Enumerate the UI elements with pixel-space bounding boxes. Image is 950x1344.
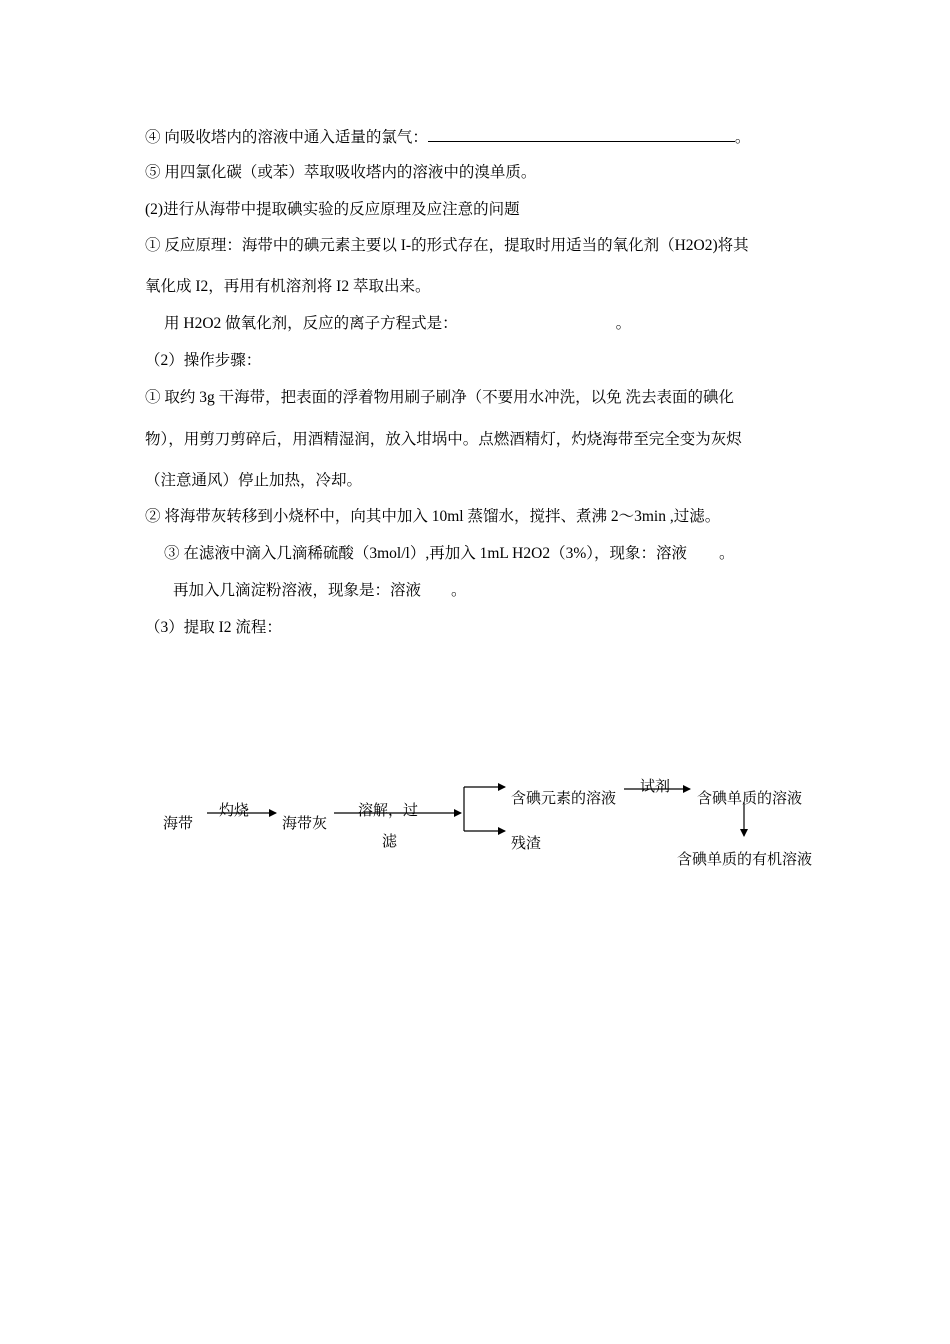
line-step-a: ① 取约 3g 干海带，把表面的浮着物用刷子刷净（不要用水冲洗，以免 洗去表面的碘化 xyxy=(145,389,735,406)
line-step-c-text: ③ 在滤液中滴入几滴稀硫酸（3mol/l）,再加入 1mL H2O2（3%），现象：溶液 xyxy=(164,545,687,562)
line-ionic-equation-end: 。 xyxy=(615,315,632,332)
section-heading-flow: （3）提取 I2 流程： xyxy=(145,619,282,636)
node-residue: 残渣 xyxy=(511,836,542,852)
label-dissolve-filter-cont: 滤 xyxy=(382,834,398,850)
node-iodine-solution: 含碘单质的溶液 xyxy=(697,791,803,807)
line-step-b: ② 将海带灰转移到小烧杯中，向其中加入 10ml 蒸馏水，搅拌、煮沸 2～3min ,过滤。 xyxy=(145,508,721,525)
section-heading-iodine: (2)进行从海带中提取碘实验的反应原理及应注意的问题 xyxy=(145,201,520,218)
line-ionic-equation-text: 用 H2O2 做氧化剂，反应的离子方程式是： xyxy=(164,315,458,332)
line-step-a-cont1: 物），用剪刀剪碎后，用酒精湿润，放入坩埚中。点燃酒精灯，灼烧海带至完全变为灰烬 xyxy=(145,431,742,448)
node-organic-solution: 含碘单质的有机溶液 xyxy=(677,852,813,868)
node-seaweed: 海带 xyxy=(163,816,194,832)
section-heading-steps: （2）操作步骤： xyxy=(145,352,262,369)
line-step5: ⑤ 用四氯化碳（或苯）萃取吸收塔内的溶液中的溴单质。 xyxy=(145,164,537,181)
label-burn: 灼烧 xyxy=(219,803,250,819)
line-step-a-cont2: （注意通风）停止加热，冷却。 xyxy=(145,472,363,489)
line-principle-cont: 氧化成 I2，再用有机溶剂将 I2 萃取出来。 xyxy=(145,278,431,295)
line-starch-text: 再加入几滴淀粉溶液，现象是：溶液 xyxy=(173,582,422,599)
line-principle: ① 反应原理：海带中的碘元素主要以 I-的形式存在，提取时用适当的氧化剂（H2O2)将其 xyxy=(145,237,749,254)
line-step4-text: ④ 向吸收塔内的溶液中通入适量的氯气： xyxy=(145,129,428,146)
line-step-c-end: 。 xyxy=(718,545,735,562)
line-starch-end: 。 xyxy=(451,582,467,599)
node-ash: 海带灰 xyxy=(282,816,328,832)
node-iodide-solution: 含碘元素的溶液 xyxy=(511,791,617,807)
label-reagent: 试剂 xyxy=(640,779,671,795)
label-dissolve-filter: 溶解，过 xyxy=(358,803,419,819)
line-step4-end: 。 xyxy=(734,129,751,146)
